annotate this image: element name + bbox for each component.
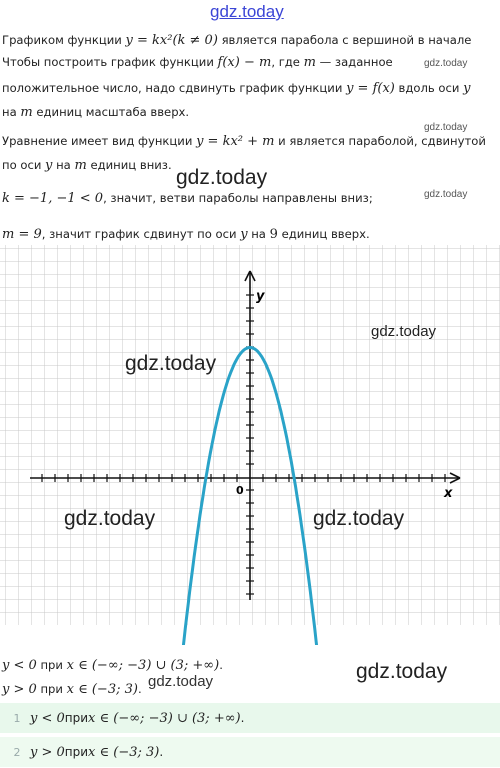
text-line-1 xyxy=(2,32,471,49)
math-span: x ∈ (−3; 3) xyxy=(66,682,138,697)
text-line-7 xyxy=(2,190,373,207)
text-span: является парабола с вершиной в начале xyxy=(217,33,472,47)
math-span: m xyxy=(20,105,33,120)
text-span: положительное число, надо сдвинуть график функции xyxy=(2,81,347,95)
answer-number: 1 xyxy=(13,711,21,725)
math-span: y xyxy=(240,227,248,242)
result-line-2 xyxy=(2,681,142,698)
text-span: . xyxy=(137,682,142,696)
watermark: gdz.today xyxy=(125,352,217,375)
origin-label: 0 xyxy=(236,484,244,497)
text-span: единиц вниз. xyxy=(86,158,172,172)
text-span: по оси xyxy=(2,158,46,172)
text-span: , значит, ветви параболы направлены вниз; xyxy=(103,191,373,205)
text-span: на xyxy=(52,158,75,172)
watermark: gdz.today xyxy=(371,323,437,340)
watermark: gdz.today xyxy=(356,660,448,683)
math-span: x ∈ (−∞; −3) ∪ (3; +∞) xyxy=(88,710,241,726)
watermark: gdz.today xyxy=(64,507,156,530)
result-line-1 xyxy=(2,657,223,674)
watermark: gdz.today xyxy=(148,673,214,690)
text-span: , где xyxy=(271,55,304,69)
answer-row-1 xyxy=(0,703,500,733)
math-span: 9 xyxy=(269,227,278,242)
math-span: m xyxy=(303,55,316,70)
math-span: y < 0 xyxy=(2,658,37,673)
math-span: y > 0 xyxy=(2,682,37,697)
text-span: . xyxy=(240,711,245,725)
watermark: gdz.today xyxy=(424,58,468,69)
math-span: m = 9 xyxy=(2,227,42,242)
text-span: , значит график сдвинут по оси xyxy=(41,227,241,241)
text-span: единиц масштаба вверх. xyxy=(32,105,190,119)
math-span: x ∈ (−∞; −3) ∪ (3; +∞) xyxy=(66,658,220,673)
text-line-4 xyxy=(2,104,189,121)
math-span: y > 0 xyxy=(30,744,65,760)
math-span: y xyxy=(463,81,471,96)
text-span: на xyxy=(247,227,270,241)
math-span: k = −1, −1 < 0 xyxy=(2,191,104,206)
math-span: y xyxy=(45,158,53,173)
text-span: Графиком функции xyxy=(2,33,126,47)
math-span: y = f(x) xyxy=(346,81,395,96)
text-span: на xyxy=(2,105,21,119)
y-axis-label: y xyxy=(256,289,265,304)
math-span: f(x) − m xyxy=(217,55,272,70)
text-span: при xyxy=(36,658,67,672)
math-span: x ∈ (−3; 3) xyxy=(88,744,160,760)
text-span: Уравнение имеет вид функции xyxy=(2,134,197,148)
watermark: gdz.today xyxy=(176,166,268,189)
math-span: m xyxy=(74,158,87,173)
text-span: . xyxy=(159,745,164,759)
x-axis-label: x xyxy=(444,486,453,501)
text-line-2 xyxy=(2,54,393,71)
text-span: вдоль оси xyxy=(394,81,464,95)
text-span: при xyxy=(64,745,89,759)
math-span: y = kx² + m xyxy=(196,134,275,149)
watermark: gdz.today xyxy=(313,507,405,530)
math-span: y = kx²(k ≠ 0) xyxy=(125,33,218,48)
text-line-6 xyxy=(2,157,172,174)
text-span: Чтобы построить график функции xyxy=(2,55,218,69)
watermark: gdz.today xyxy=(424,189,468,200)
math-span: y < 0 xyxy=(30,710,65,726)
answer-row-2 xyxy=(0,737,500,767)
watermark-link[interactable]: gdz.today xyxy=(210,2,284,21)
text-span: . xyxy=(219,658,223,672)
function-graph xyxy=(0,245,500,645)
text-span: и является параболой, сдвинутой xyxy=(274,134,486,148)
text-span: — заданное xyxy=(315,55,393,69)
watermark: gdz.today xyxy=(424,122,468,133)
answer-number: 2 xyxy=(13,745,21,759)
text-span: при xyxy=(64,711,89,725)
text-line-8 xyxy=(2,226,370,243)
text-line-5 xyxy=(2,133,486,150)
text-span: единиц вверх. xyxy=(277,227,370,241)
text-span: при xyxy=(36,682,67,696)
text-line-3 xyxy=(2,80,470,97)
